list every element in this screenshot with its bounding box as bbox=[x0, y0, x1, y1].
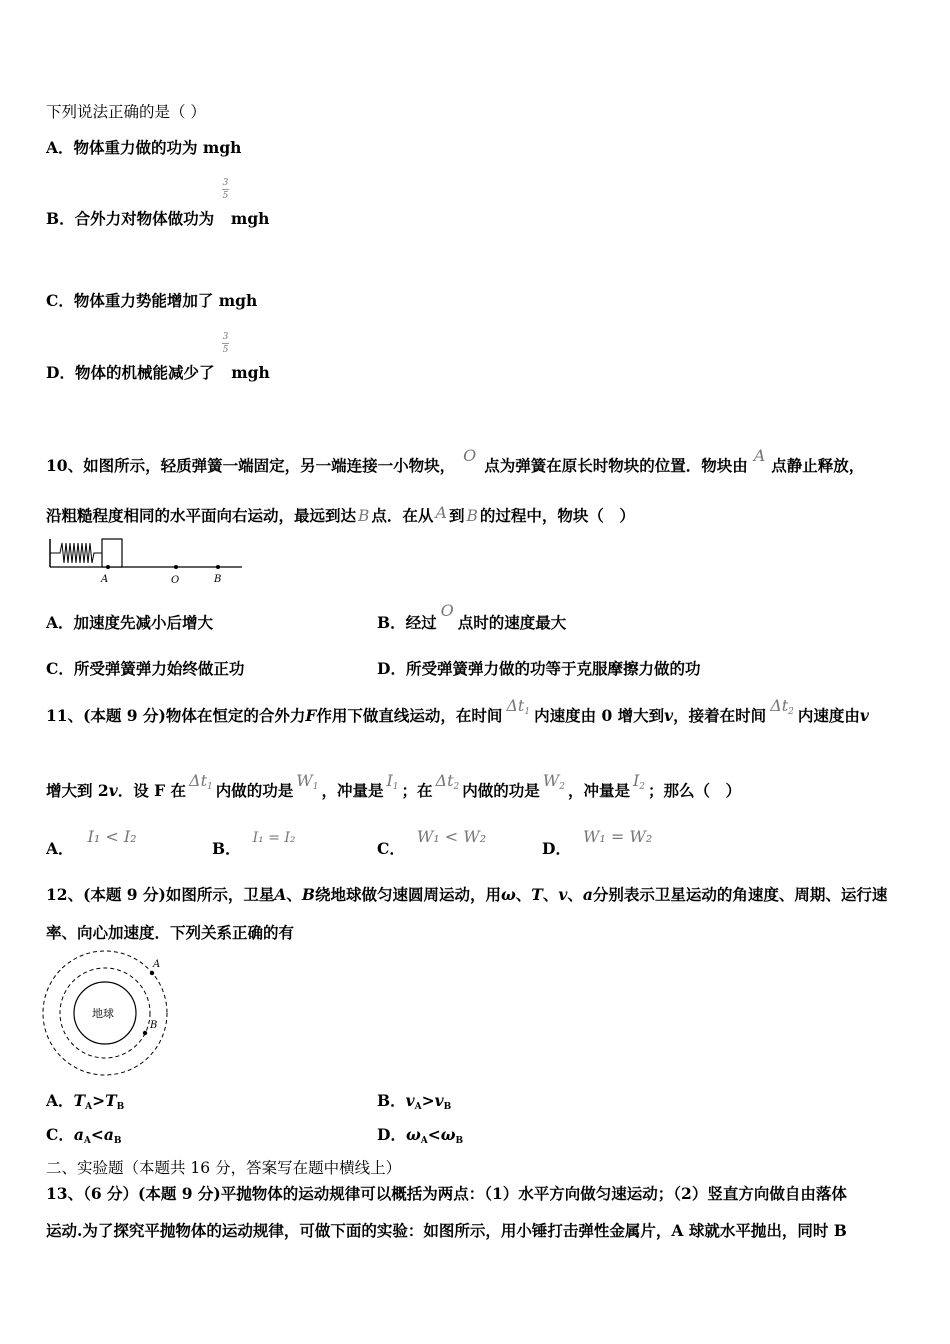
q9-optb-fraction bbox=[222, 178, 229, 201]
subscript: A bbox=[420, 1136, 428, 1146]
q10-option-b bbox=[377, 601, 567, 633]
q9-optb-suffix: mgh bbox=[230, 209, 270, 228]
option-var: a bbox=[73, 1125, 84, 1144]
q11-option-a bbox=[46, 827, 137, 859]
point-a-label: A bbox=[435, 503, 447, 522]
q10-stem-line1 bbox=[46, 446, 865, 476]
operator: < bbox=[90, 1125, 104, 1144]
w2-symbol bbox=[543, 771, 565, 790]
point-b-dot bbox=[216, 565, 220, 569]
impulse-symbol: I bbox=[632, 771, 640, 790]
option-var: T bbox=[73, 1091, 86, 1110]
q12-option-d bbox=[377, 1125, 463, 1151]
delta-t-symbol: Δt bbox=[506, 696, 525, 715]
option-label: C． bbox=[377, 839, 405, 858]
q9-option-d bbox=[46, 363, 270, 383]
delta-t2 bbox=[770, 696, 794, 715]
subscript: B bbox=[113, 1136, 122, 1146]
option-var: v bbox=[405, 1091, 415, 1110]
subscript: B bbox=[443, 1102, 452, 1112]
fraction-denominator: 5 bbox=[222, 191, 229, 201]
speed-symbol: v bbox=[558, 885, 568, 904]
q10-text: 点为弹簧在原长时物块的位置．物块由 bbox=[484, 456, 748, 475]
q12-text: 、 bbox=[515, 885, 532, 904]
option-label: D． bbox=[542, 839, 571, 858]
earth-label: 地球 bbox=[92, 1007, 114, 1020]
q12-text: 、 bbox=[542, 885, 559, 904]
period-symbol: T bbox=[531, 885, 543, 904]
operator: > bbox=[92, 1091, 106, 1110]
q9-optd-fraction bbox=[222, 332, 229, 355]
point-o-label: O bbox=[440, 601, 454, 620]
subscript: B bbox=[116, 1102, 125, 1112]
q9-optb-prefix: B．合外力对物体做功为 bbox=[46, 209, 215, 228]
option-label: C． bbox=[46, 1125, 74, 1144]
subscript: 1 bbox=[207, 782, 213, 792]
subscript: 1 bbox=[392, 782, 399, 792]
option-label: A． bbox=[46, 1091, 74, 1110]
q13-stem-line2: 运动.为了探究平抛物体的运动规律，可做下面的实验：如图所示，用小锤打击弹性金属片，A 球就水平抛出，同时 B bbox=[46, 1221, 847, 1240]
option-var: a bbox=[103, 1125, 114, 1144]
satellite-a-label: A bbox=[153, 959, 161, 970]
q11-text: 内做的功是 bbox=[215, 781, 294, 800]
q11-text: ；那么（ ） bbox=[648, 781, 742, 800]
delta-t1 bbox=[189, 771, 213, 790]
q11-text: 增大到 2 bbox=[46, 781, 109, 800]
q12-text: 、 bbox=[286, 885, 302, 904]
satellite-b-label: B bbox=[150, 1020, 158, 1031]
q10-optb-text: 点时的速度最大 bbox=[457, 613, 567, 632]
q12-text: 绕地球做匀速圆周运动，用 bbox=[314, 885, 501, 904]
q11-text: ．设 F 在 bbox=[117, 781, 187, 800]
fraction-denominator: 5 bbox=[222, 345, 229, 355]
q12-option-a bbox=[46, 1091, 124, 1117]
delta-t-symbol: Δt bbox=[189, 771, 207, 790]
q12-text: 、 bbox=[567, 885, 583, 904]
q10-option-c: C．所受弹簧弹力始终做正功 bbox=[46, 659, 245, 678]
option-label: A． bbox=[46, 839, 74, 858]
q10-text: 10、如图所示，轻质弹簧一端固定，另一端连接一小物块， bbox=[46, 456, 456, 475]
q11-text: 作用下做直线运动，在时间 bbox=[316, 706, 503, 725]
q11-text: 内速度由 bbox=[797, 706, 860, 725]
q10-optb-text: B．经过 bbox=[377, 613, 437, 632]
q10-text: 沿粗糙程度相同的水平面向右运动，最远到达 bbox=[46, 506, 357, 525]
option-label: B． bbox=[212, 839, 241, 858]
work-symbol: W bbox=[296, 771, 313, 790]
velocity-symbol: v bbox=[664, 706, 674, 725]
point-b-label: B bbox=[466, 507, 478, 525]
q11-option-c bbox=[377, 827, 487, 859]
point-o-dot bbox=[174, 565, 178, 569]
acceleration-symbol: a bbox=[582, 885, 593, 904]
fraction-numerator: 3 bbox=[222, 332, 229, 342]
q11-text: 内速度由 0 增大到 bbox=[534, 706, 665, 725]
delta-t-symbol: Δt bbox=[770, 696, 789, 715]
option-var: ω bbox=[405, 1125, 421, 1144]
q11-text: 内做的功是 bbox=[462, 781, 540, 800]
q10-text: 点．在从 bbox=[371, 506, 434, 525]
q10-text: 到 bbox=[448, 506, 465, 525]
option-label: D． bbox=[377, 1125, 406, 1144]
q10-text: 点静止释放， bbox=[771, 456, 865, 475]
fig-label-a: A bbox=[101, 574, 109, 585]
satellite-a-dot bbox=[150, 971, 154, 975]
subscript: 2 bbox=[453, 782, 460, 792]
q13-stem-line1: 13、（6 分）(本题 9 分)平抛物体的运动规律可以概括为两点：（1）水平方向做匀速运动；（2）竖直方向做自由落体 bbox=[46, 1184, 847, 1203]
option-math: W₁ < W₂ bbox=[416, 827, 487, 846]
point-b-label: B bbox=[358, 507, 370, 525]
impulse-symbol: I bbox=[386, 771, 393, 790]
option-math: W₁ = W₂ bbox=[582, 827, 653, 846]
subscript: 2 bbox=[559, 782, 565, 792]
block bbox=[102, 539, 122, 567]
option-var: ω bbox=[440, 1125, 456, 1144]
satellite-a-symbol: A bbox=[274, 885, 287, 904]
velocity-symbol: v bbox=[108, 781, 118, 800]
option-var: T bbox=[105, 1091, 117, 1110]
option-label: B． bbox=[377, 1091, 406, 1110]
option-math: I₁ < I₂ bbox=[87, 827, 137, 846]
q9-option-a: A．物体重力做的功为 mgh bbox=[46, 138, 242, 157]
delta-t2 bbox=[436, 771, 460, 790]
q12-stem-line1 bbox=[46, 885, 887, 905]
subscript: 1 bbox=[312, 782, 319, 792]
q9-optd-prefix: D．物体的机械能减少了 bbox=[46, 363, 215, 382]
q12-text: 12、(本题 9 分)如图所示，卫星 bbox=[46, 885, 275, 904]
subscript: 1 bbox=[524, 707, 531, 717]
q11-text: 11、(本题 9 分)物体在恒定的合外力 bbox=[46, 706, 306, 725]
spring-block-figure bbox=[46, 535, 246, 587]
subscript: B bbox=[455, 1136, 464, 1146]
w1-symbol bbox=[296, 771, 318, 790]
q10-option-a: A．加速度先减小后增大 bbox=[46, 613, 214, 632]
delta-t1 bbox=[506, 696, 530, 715]
subscript: A bbox=[85, 1102, 93, 1112]
point-a-label: A bbox=[753, 446, 766, 465]
delta-t-symbol: Δt bbox=[435, 771, 454, 790]
point-o-label: O bbox=[463, 446, 477, 465]
section-heading: 二、实验题（本题共 16 分，答案写在题中横线上） bbox=[46, 1159, 402, 1177]
q9-option-b bbox=[46, 209, 269, 229]
q12-option-c bbox=[46, 1125, 122, 1151]
velocity-symbol: v bbox=[859, 706, 869, 725]
q10-stem-line2 bbox=[46, 503, 635, 526]
spring bbox=[50, 543, 102, 563]
operator: > bbox=[421, 1091, 435, 1110]
subscript: A bbox=[414, 1102, 422, 1112]
work-symbol: W bbox=[542, 771, 560, 790]
question-stem: 下列说法正确的是（ ） bbox=[46, 103, 206, 121]
q12-stem-line2: 率、向心加速度．下列关系正确的有 bbox=[46, 923, 295, 942]
q9-optd-suffix: mgh bbox=[231, 363, 270, 382]
omega-symbol: ω bbox=[501, 885, 516, 904]
q11-text: ；在 bbox=[401, 781, 433, 800]
force-symbol: F bbox=[305, 706, 317, 725]
i2-symbol bbox=[633, 771, 645, 790]
fig-label-b: B bbox=[214, 574, 222, 585]
fraction-numerator: 3 bbox=[222, 178, 229, 188]
q11-text: ，冲量是 bbox=[321, 781, 384, 800]
subscript: 2 bbox=[639, 782, 646, 792]
q10-text: 的过程中，物块（ ） bbox=[479, 506, 635, 525]
orbit-figure bbox=[40, 948, 172, 1078]
q10-option-d: D．所受弹簧弹力做的功等于克服摩擦力做的功 bbox=[377, 659, 701, 678]
option-var: v bbox=[434, 1091, 444, 1110]
q11-text: ，冲量是 bbox=[567, 781, 630, 800]
q12-text: 分别表示卫星运动的角速度、周期、运行速 bbox=[592, 885, 888, 904]
i1-symbol bbox=[386, 771, 398, 790]
q11-option-b bbox=[212, 830, 296, 860]
satellite-b-dot bbox=[143, 1031, 147, 1035]
subscript: A bbox=[83, 1136, 91, 1146]
subscript: 2 bbox=[788, 707, 794, 717]
q11-option-d bbox=[542, 827, 653, 859]
q9-option-c: C．物体重力势能增加了 mgh bbox=[46, 291, 258, 310]
satellite-b-symbol: B bbox=[301, 885, 315, 904]
q11-text: ，接着在时间 bbox=[673, 706, 767, 725]
point-a-dot bbox=[106, 565, 110, 569]
fig-label-o: O bbox=[171, 575, 180, 586]
q12-option-b bbox=[377, 1091, 451, 1117]
option-math: I₁ = I₂ bbox=[252, 830, 296, 846]
operator: < bbox=[427, 1125, 441, 1144]
